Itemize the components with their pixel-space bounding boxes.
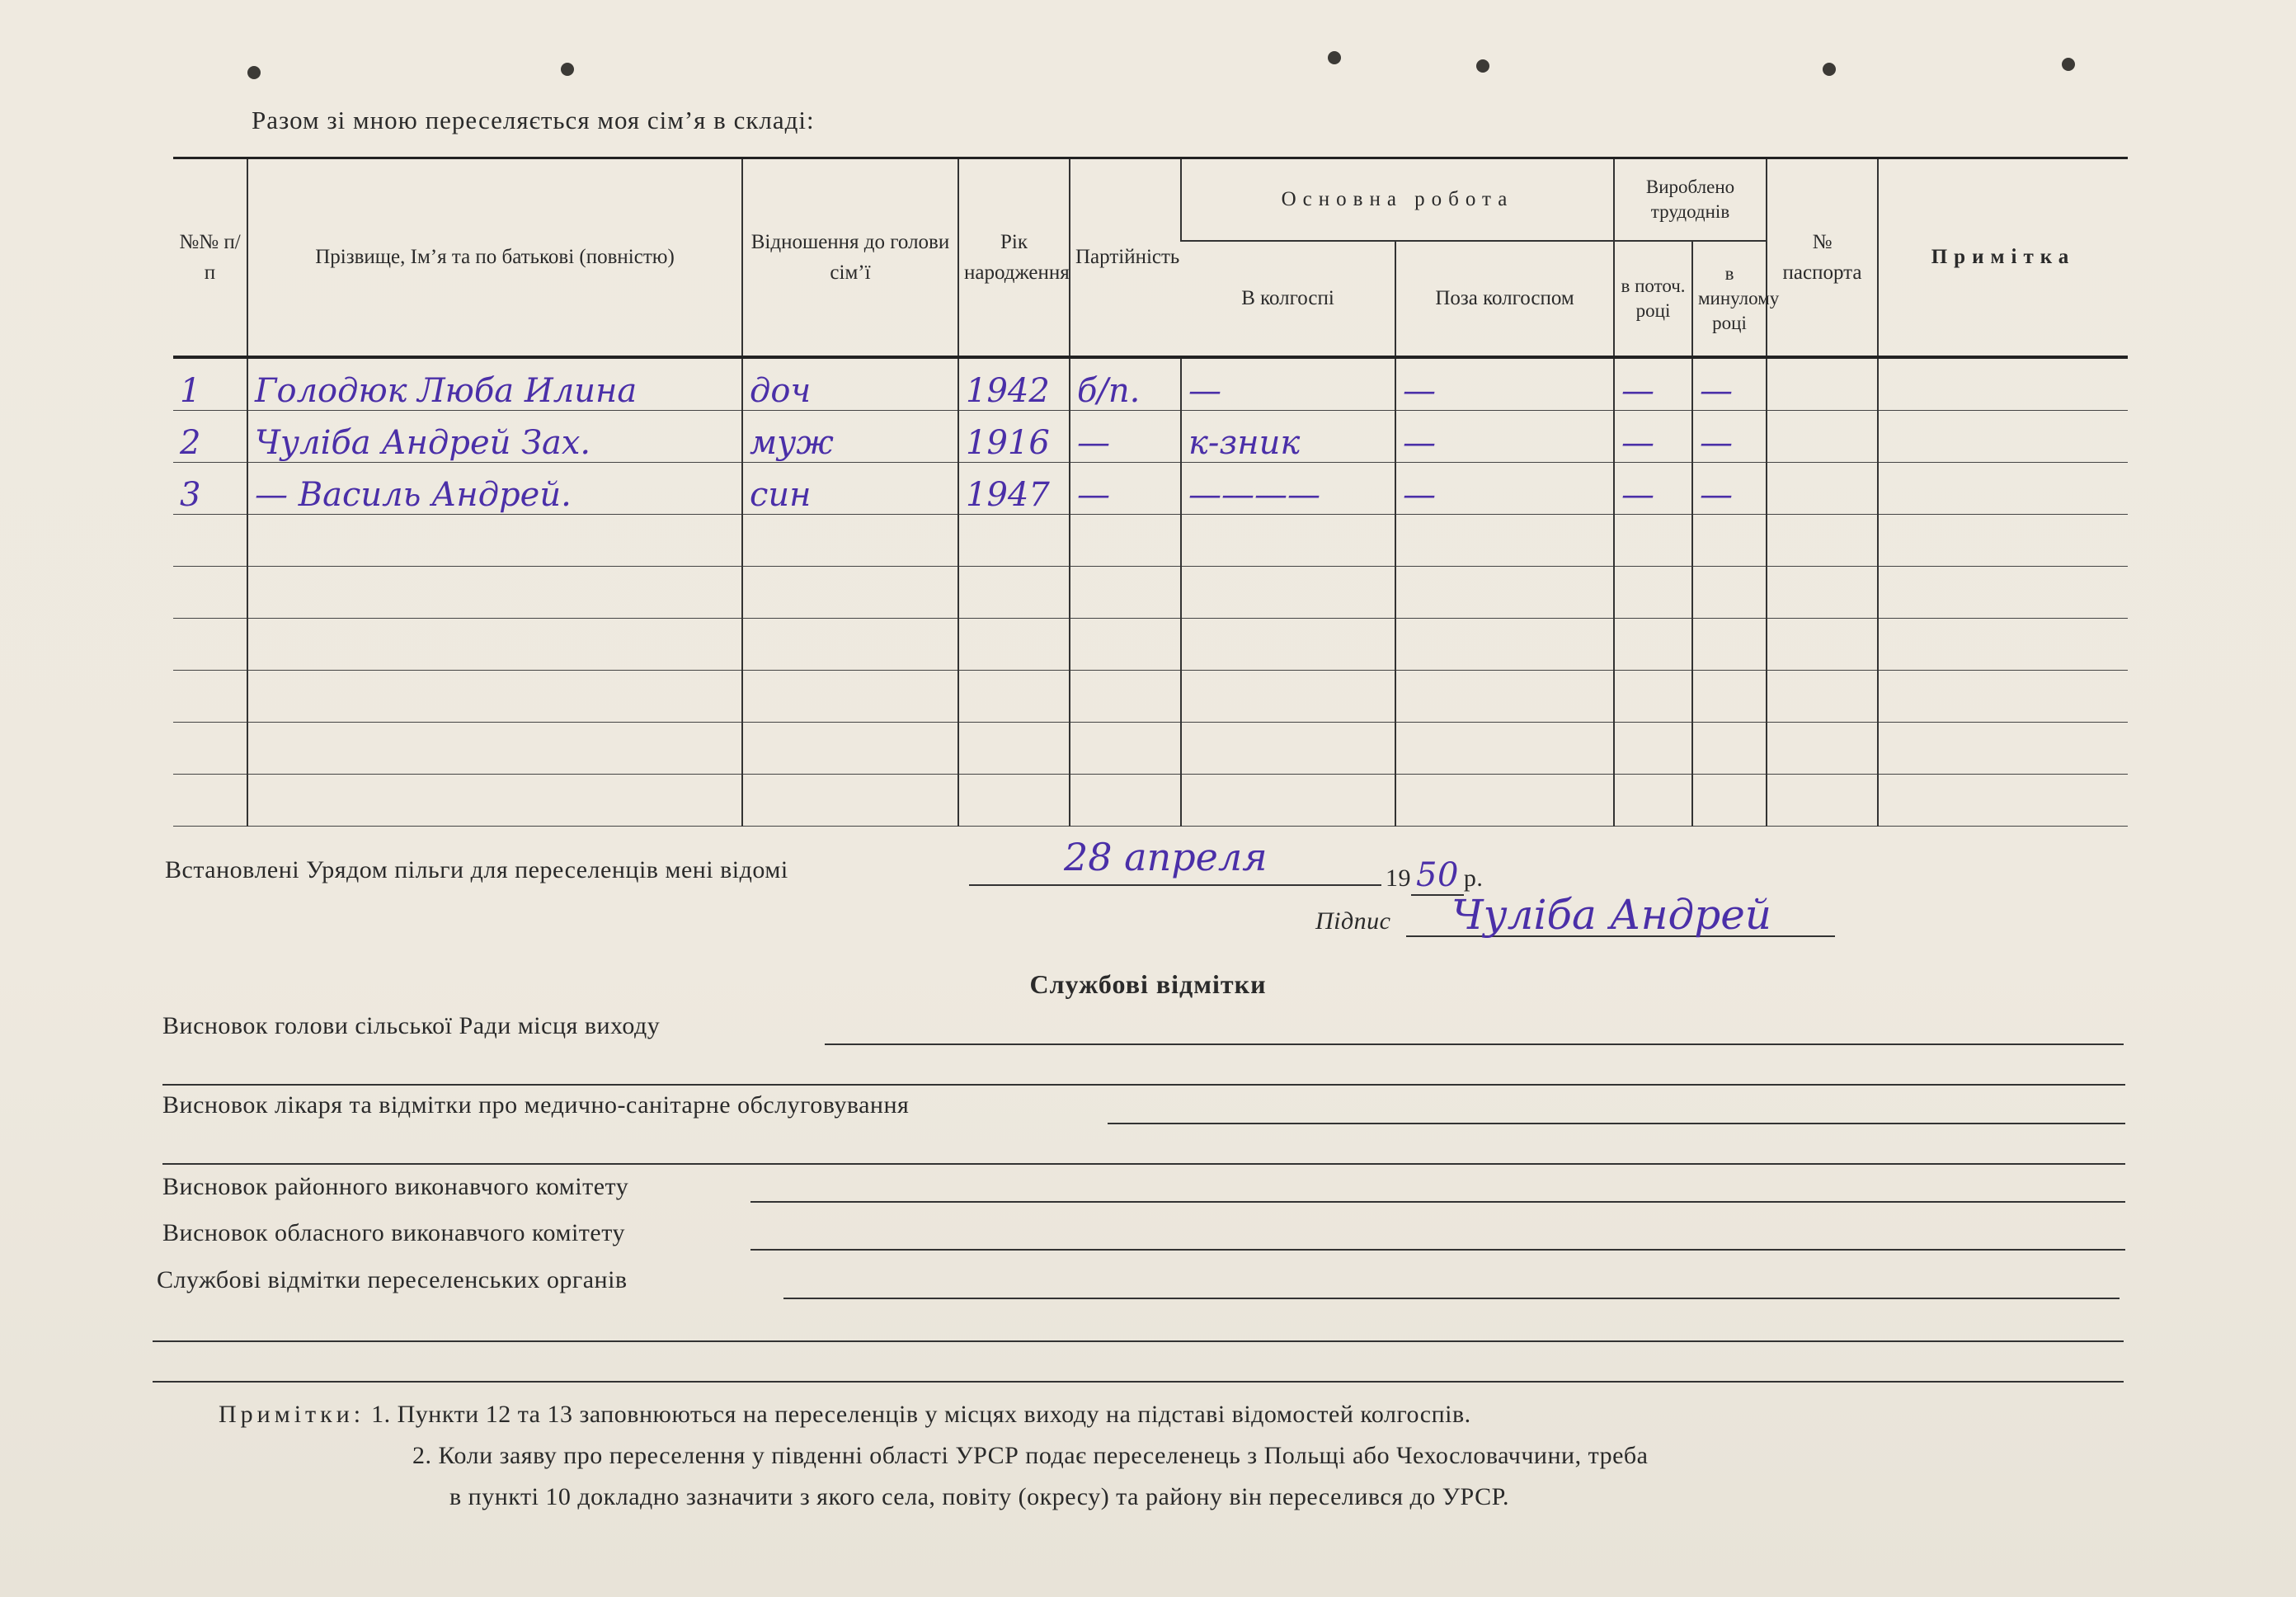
- cell-relation: [742, 567, 958, 619]
- cell-outside: [1395, 775, 1614, 827]
- cell-relation: син: [742, 463, 958, 515]
- punch-hole: [561, 63, 574, 76]
- cell-passport: [1767, 619, 1878, 671]
- cell-note: [1878, 619, 2128, 671]
- cell-kolhosp: [1181, 567, 1395, 619]
- service-line-5: Службові відмітки переселенських органів: [157, 1266, 628, 1293]
- col-birth-year-header: Рік народження: [958, 158, 1070, 358]
- cell-party: [1070, 619, 1181, 671]
- service-rule: [153, 1340, 2124, 1342]
- cell-name: [247, 619, 742, 671]
- table-row: [173, 567, 2128, 619]
- service-line-3: Висновок районного виконавчого комітету: [162, 1173, 629, 1200]
- table-row: [173, 775, 2128, 827]
- benefits-date-rule: [969, 884, 1381, 886]
- cell-num: [173, 515, 247, 567]
- table-row: [173, 515, 2128, 567]
- cell-num: [173, 567, 247, 619]
- punch-hole: [1328, 51, 1341, 64]
- cell-passport: [1767, 515, 1878, 567]
- cell-year: [958, 619, 1070, 671]
- cell-cur: [1614, 723, 1692, 775]
- cell-num: 3: [173, 463, 247, 515]
- service-rule: [783, 1298, 2120, 1299]
- cell-relation: [742, 671, 958, 723]
- cell-note: [1878, 411, 2128, 463]
- cell-party: [1070, 723, 1181, 775]
- cell-party: [1070, 671, 1181, 723]
- cell-party: [1070, 775, 1181, 827]
- table-row: [173, 723, 2128, 775]
- cell-name: [247, 671, 742, 723]
- cell-kolhosp: ————: [1181, 463, 1395, 515]
- cell-last: [1692, 775, 1767, 827]
- cell-name: [247, 515, 742, 567]
- cell-year: 1947: [958, 463, 1070, 515]
- benefits-year-hand: 50: [1411, 856, 1464, 896]
- table-row: [173, 463, 2128, 515]
- cell-last: [1692, 619, 1767, 671]
- col-relation-header: Відношення до голови сім’ї: [742, 158, 958, 358]
- cell-passport: [1767, 775, 1878, 827]
- cell-passport: [1767, 723, 1878, 775]
- punch-hole: [1476, 59, 1489, 73]
- note-2a: 2. Коли заяву про переселення у південні області УРСР подає переселенець з Польщі або Чехословаччини, треба: [412, 1442, 1649, 1469]
- cell-cur: [1614, 775, 1692, 827]
- family-table: [173, 157, 2128, 827]
- cell-year: 1916: [958, 411, 1070, 463]
- cell-relation: [742, 723, 958, 775]
- cell-year: [958, 671, 1070, 723]
- cell-name: Чуліба Андрей Зах.: [247, 411, 742, 463]
- service-rule: [1108, 1123, 2125, 1124]
- service-rule: [750, 1201, 2125, 1203]
- service-rule: [162, 1163, 2125, 1165]
- cell-note: [1878, 463, 2128, 515]
- cell-cur: —: [1614, 357, 1692, 411]
- notes-label: Примітки:: [219, 1401, 365, 1428]
- cell-name: [247, 723, 742, 775]
- cell-year: [958, 515, 1070, 567]
- cell-last: —: [1692, 357, 1767, 411]
- cell-last: [1692, 723, 1767, 775]
- cell-party: [1070, 567, 1181, 619]
- benefits-year-suffix: р.: [1463, 864, 1484, 892]
- service-line-1: Висновок голови сільської Ради місця виходу: [162, 1012, 661, 1039]
- cell-num: 2: [173, 411, 247, 463]
- cell-kolhosp: [1181, 775, 1395, 827]
- cell-num: [173, 775, 247, 827]
- cell-cur: —: [1614, 411, 1692, 463]
- table-row: [173, 671, 2128, 723]
- cell-last: —: [1692, 411, 1767, 463]
- cell-name: [247, 775, 742, 827]
- cell-note: [1878, 671, 2128, 723]
- cell-name: Голодюк Люба Илина: [247, 357, 742, 411]
- benefits-year-prefix: 19: [1386, 864, 1411, 892]
- notes-block: [219, 1394, 1648, 1518]
- cell-party: [1070, 515, 1181, 567]
- cell-kolhosp: [1181, 723, 1395, 775]
- table-row: [173, 411, 2128, 463]
- cell-relation: муж: [742, 411, 958, 463]
- service-line-4: Висновок обласного виконавчого комітету: [162, 1219, 625, 1246]
- signature: Чуліба Андрей: [1451, 891, 1771, 939]
- benefits-year: [1386, 856, 1483, 894]
- cell-kolhosp: [1181, 619, 1395, 671]
- cell-cur: [1614, 671, 1692, 723]
- cell-last: [1692, 515, 1767, 567]
- cell-outside: [1395, 567, 1614, 619]
- cell-outside: [1395, 723, 1614, 775]
- cell-name: — Василь Андрей.: [247, 463, 742, 515]
- punch-hole: [2062, 58, 2075, 71]
- col-name-header: Прізвище, Ім’я та по батькові (повністю): [247, 158, 742, 358]
- cell-last: [1692, 671, 1767, 723]
- cell-cur: —: [1614, 463, 1692, 515]
- cell-outside: [1395, 671, 1614, 723]
- cell-party: —: [1070, 463, 1181, 515]
- cell-note: [1878, 723, 2128, 775]
- col-in-kolhosp-header: В колгоспі: [1241, 287, 1334, 310]
- cell-outside: —: [1395, 357, 1614, 411]
- cell-kolhosp: к-зник: [1181, 411, 1395, 463]
- cell-relation: доч: [742, 357, 958, 411]
- cell-outside: —: [1395, 463, 1614, 515]
- cell-note: [1878, 515, 2128, 567]
- cell-relation: [742, 515, 958, 567]
- cell-party: б/п.: [1070, 357, 1181, 411]
- cell-outside: —: [1395, 411, 1614, 463]
- cell-name: [247, 567, 742, 619]
- cell-relation: [742, 775, 958, 827]
- cell-note: [1878, 567, 2128, 619]
- service-title: Службові відмітки: [1029, 969, 1267, 999]
- cell-passport: [1767, 671, 1878, 723]
- punch-hole: [1823, 63, 1836, 76]
- col-main-work-header: Основна робота: [1181, 158, 1614, 242]
- col-num-header: №№ п/п: [173, 158, 247, 358]
- benefits-date: 28 апреля: [1064, 835, 1268, 879]
- benefits-line: [165, 856, 1567, 884]
- cell-passport: [1767, 411, 1878, 463]
- service-line-2: Висновок лікаря та відмітки про медично-санітарне обслуговування: [162, 1091, 910, 1119]
- cell-outside: [1395, 515, 1614, 567]
- service-rule: [162, 1084, 2125, 1086]
- cell-relation: [742, 619, 958, 671]
- table-row: [173, 619, 2128, 671]
- cell-passport: [1767, 463, 1878, 515]
- cell-year: [958, 775, 1070, 827]
- service-rule: [825, 1043, 2124, 1045]
- col-outside-kolhosp-header: Поза колгоспом: [1395, 241, 1614, 357]
- service-rule: [750, 1249, 2125, 1251]
- col-workdays-header: Вироблено трудоднів: [1614, 158, 1767, 242]
- cell-kolhosp: —: [1181, 357, 1395, 411]
- cell-year: [958, 567, 1070, 619]
- signature-label: Підпис: [1315, 907, 1391, 935]
- cell-kolhosp: [1181, 671, 1395, 723]
- note-2b: в пункті 10 докладно зазначити з якого села, повіту (окресу) та району він переселився до УРСР.: [449, 1483, 1510, 1510]
- cell-passport: [1767, 357, 1878, 411]
- cell-cur: [1614, 619, 1692, 671]
- cell-num: [173, 619, 247, 671]
- col-passport-header: № паспорта: [1767, 158, 1878, 358]
- col-note-header: Примітка: [1878, 158, 2128, 358]
- cell-cur: [1614, 567, 1692, 619]
- service-rule: [153, 1381, 2124, 1383]
- punch-hole: [247, 66, 261, 79]
- cell-num: 1: [173, 357, 247, 411]
- cell-note: [1878, 775, 2128, 827]
- note-1-text: 1. Пункти 12 та 13 заповнюються на переселенців у місцях виходу на підставі відомостей колгоспів.: [371, 1401, 1471, 1428]
- cell-cur: [1614, 515, 1692, 567]
- table-row: [173, 357, 2128, 411]
- benefits-text: Встановлені Урядом пільги для переселенців мені відомі: [165, 856, 788, 883]
- cell-passport: [1767, 567, 1878, 619]
- cell-note: [1878, 357, 2128, 411]
- cell-last: —: [1692, 463, 1767, 515]
- family-intro: Разом зі мною переселяється моя сім’я в складі:: [252, 106, 815, 134]
- col-current-year-header: в поточ. році: [1614, 241, 1692, 357]
- cell-num: [173, 723, 247, 775]
- cell-num: [173, 671, 247, 723]
- cell-year: 1942: [958, 357, 1070, 411]
- note-1: [219, 1394, 1648, 1435]
- cell-last: [1692, 567, 1767, 619]
- col-party-header: Партійність: [1070, 158, 1181, 358]
- col-last-year-header: в минулому році: [1692, 241, 1767, 357]
- cell-year: [958, 723, 1070, 775]
- cell-kolhosp: [1181, 515, 1395, 567]
- cell-party: —: [1070, 411, 1181, 463]
- cell-outside: [1395, 619, 1614, 671]
